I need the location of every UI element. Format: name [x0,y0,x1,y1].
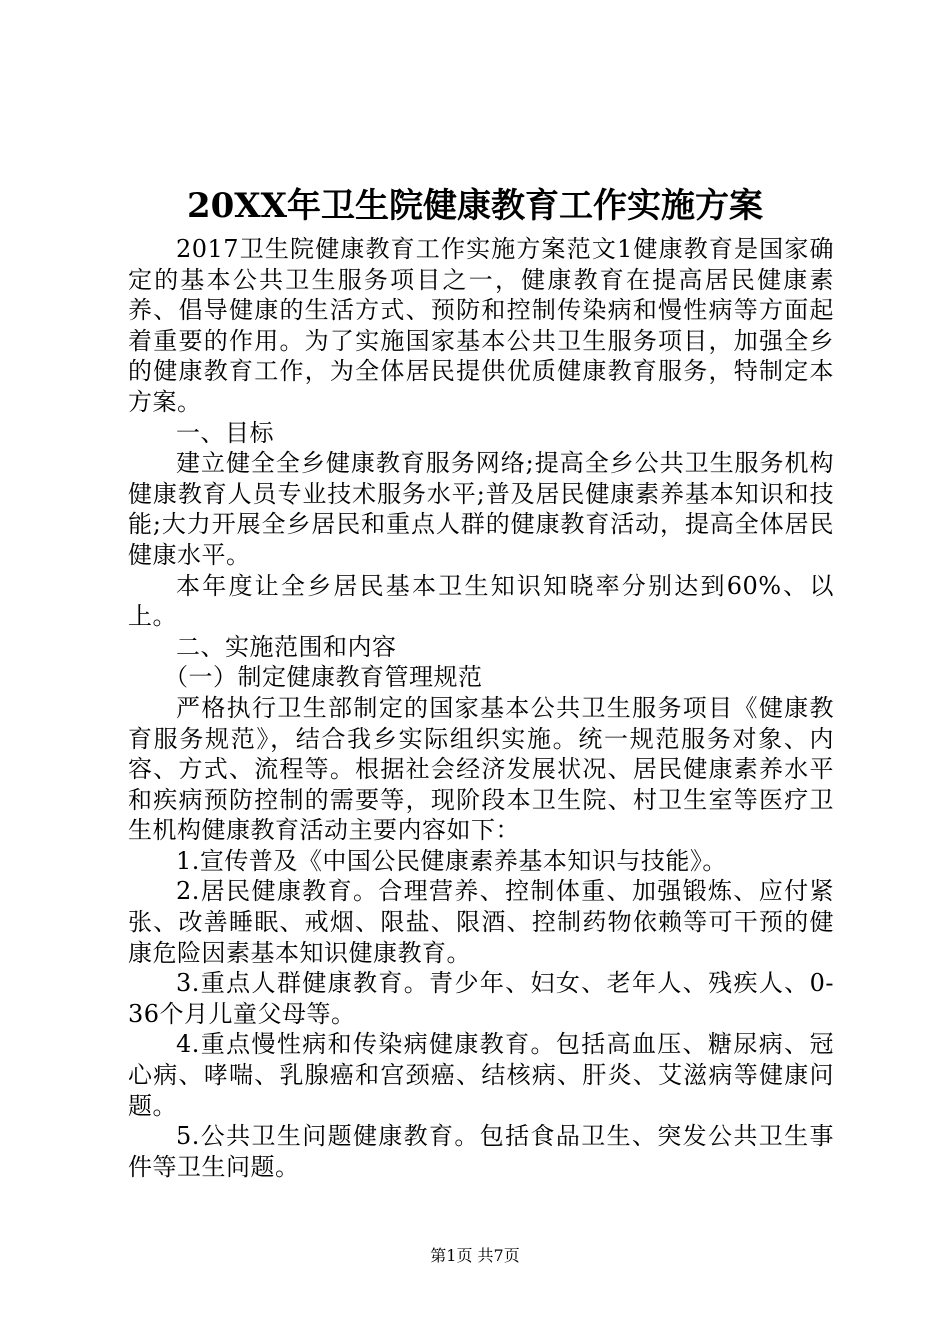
goals-paragraph: 建立健全全乡健康教育服务网络;提高全乡公共卫生服务机构健康教育人员专业技术服务水平;普及居民健康素养基本知识和技能;大力开展全乡居民和重点人群的健康教育活动，提高全体居民健康水平。 [128,449,834,569]
list-item-3: 3.重点人群健康教育。青少年、妇女、老年人、残疾人、0-36个月儿童父母等。 [128,969,834,1028]
document-body [128,234,834,1182]
target-rate-paragraph: 本年度让全乡居民基本卫生知识知晓率分别达到60%、以上。 [128,571,834,631]
section-heading-scope: 二、实施范围和内容 [176,632,397,661]
list-item-4: 4.重点慢性病和传染病健康教育。包括高血压、糖尿病、冠心病、哮喘、乳腺癌和宫颈癌、结核病、肝炎、艾滋病等健康问题。 [128,1030,834,1120]
standards-paragraph: 严格执行卫生部制定的国家基本公共卫生服务项目《健康教育服务规范》，结合我乡实际组织实施。统一规范服务对象、内容、方式、流程等。根据社会经济发展状况、居民健康素养水平和疾病预防控制的需要等，现阶段本卫生院、村卫生室等医疗卫生机构健康教育活动主要内容如下： [128,693,834,845]
subsection-heading-standards: （一）制定健康教育管理规范 [164,663,483,692]
page-footer: 第1页 共7页 [430,1246,520,1265]
list-item-1: 1.宣传普及《中国公民健康素养基本知识与技能》。 [176,846,727,875]
section-heading-goals: 一、目标 [176,418,274,447]
list-item-2: 2.居民健康教育。合理营养、控制体重、加强锻炼、应付紧张、改善睡眠、戒烟、限盐、限酒、控制药物依赖等可干预的健康危险因素基本知识健康教育。 [128,877,834,967]
intro-paragraph: 2017卫生院健康教育工作实施方案范文1健康教育是国家确定的基本公共卫生服务项目之一，健康教育在提高居民健康素养、倡导健康的生活方式、预防和控制传染病和慢性病等方面起着重要的作用。为了实施国家基本公共卫生服务项目，加强全乡的健康教育工作，为全体居民提供优质健康教育服务，特制定本方案。 [128,235,834,416]
document-title: 20XX年卫生院健康教育工作实施方案 [186,186,764,226]
list-item-5: 5.公共卫生问题健康教育。包括食品卫生、突发公共卫生事件等卫生问题。 [128,1122,834,1181]
